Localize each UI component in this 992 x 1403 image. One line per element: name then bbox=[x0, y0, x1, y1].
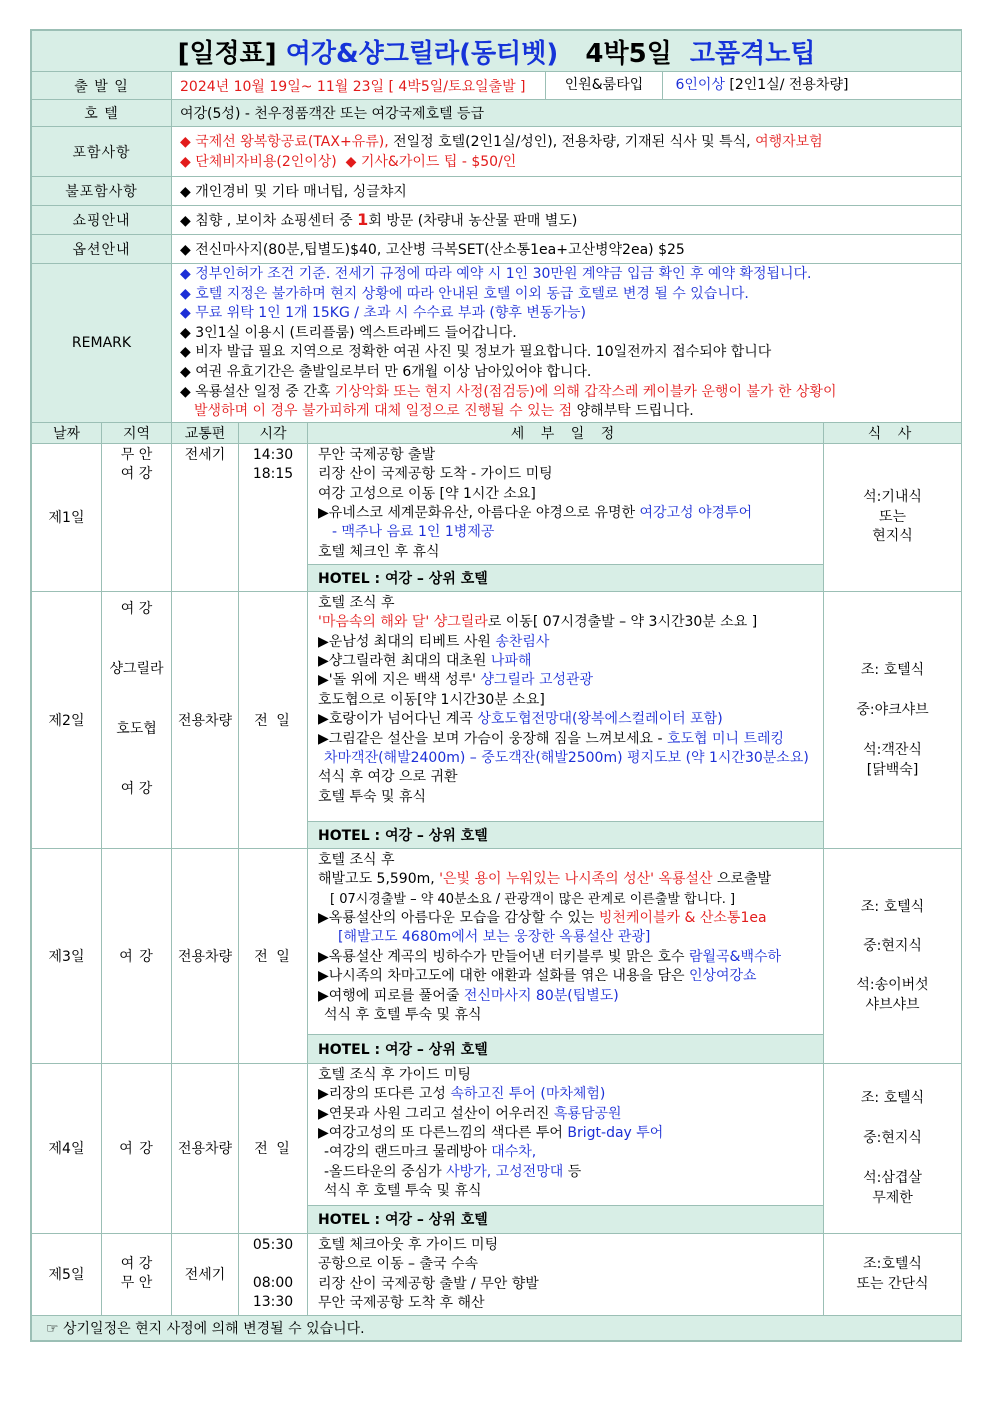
schedule-text: 등 bbox=[567, 1163, 582, 1180]
schedule-line: 무안 국제공항 출발 bbox=[318, 446, 436, 463]
day1-region bbox=[102, 443, 172, 591]
time-item: 13:30 bbox=[252, 1294, 294, 1311]
schedule-highlight: Brigt-day 투어 bbox=[567, 1124, 664, 1141]
day1-time bbox=[239, 443, 308, 591]
day5-label: 제5일 bbox=[32, 1233, 102, 1315]
schedule-line: 호텔 조식 후 bbox=[318, 594, 395, 611]
day4-label: 제4일 bbox=[32, 1063, 102, 1233]
meal-item: 석:객잔식 bbox=[863, 741, 922, 758]
schedule-highlight: 흑룡담공원 bbox=[553, 1105, 622, 1122]
include-hotel: 전일정 호텔(2인1실/성인), 전용차량, 기재된 식사 및 특식, bbox=[393, 133, 751, 150]
schedule-text: ▶그림같은 설산을 보며 가슴이 웅장해 짐을 느껴보세요 - bbox=[318, 730, 663, 747]
room-type-label: 인원&룸타입 bbox=[546, 72, 663, 99]
day1-label: 제1일 bbox=[32, 443, 102, 591]
schedule-highlight: 대수차, bbox=[491, 1144, 537, 1161]
schedule-line: 호텔 체크아웃 후 가이드 미팅 bbox=[318, 1236, 499, 1253]
remark-weather-red2: 발생하며 이 경우 불가피하게 대체 일정으로 진행될 수 있는 점 bbox=[194, 403, 573, 420]
page-title bbox=[32, 31, 962, 72]
day4-region: 여 강 bbox=[102, 1063, 172, 1233]
remark-line: ◆ 정부인허가 조건 기준. 전세기 규정에 따라 예약 시 1인 30만원 계약금 입금 확인 후 예약 확정됩니다. bbox=[180, 266, 812, 282]
meal-item: 또는 간단식 bbox=[856, 1276, 929, 1293]
shopping-text-b: 회 방문 (차량내 농산물 판매 별도) bbox=[368, 213, 578, 229]
departure-label: 출 발 일 bbox=[32, 72, 172, 100]
schedule-highlight: 속하고진 투어 (마차체험) bbox=[450, 1086, 606, 1103]
itinerary-sheet bbox=[30, 29, 962, 1342]
title-grade: 고품격노팁 bbox=[689, 38, 816, 69]
schedule-line: 차마객잔(해발2400m) – 중도객잔(해발2500m) 평지도보 (약 1시간30분소요) bbox=[324, 750, 809, 766]
schedule-highlight: 전신마사지 80분(팁별도) bbox=[463, 987, 619, 1004]
schedule-highlight: 인상여강쇼 bbox=[688, 968, 757, 985]
schedule-text: ▶옥룡설산 계곡의 빙하수가 만들어낸 터키블루 빛 맑은 호수 bbox=[318, 948, 685, 965]
schedule-line bbox=[318, 504, 823, 523]
include-tip: ◆ 기사&가이드 팁 - $50/인 bbox=[345, 153, 517, 170]
schedule-line: 석식 후 호텔 투숙 및 휴식 bbox=[324, 1183, 482, 1200]
schedule-line bbox=[318, 1124, 823, 1143]
header-region: 지역 bbox=[102, 422, 172, 443]
schedule-line bbox=[318, 1085, 823, 1104]
time-item: 14:30 bbox=[252, 446, 294, 463]
region-item: 여 강 bbox=[120, 780, 153, 797]
schedule-line: 석식 후 여강 으로 귀환 bbox=[318, 769, 458, 786]
region-item: 여 강 bbox=[120, 1255, 153, 1272]
remark-body bbox=[172, 264, 962, 423]
option-value: ◆ 전신마사지(80분,팁별도)$40, 고산병 극복SET(산소통1ea+고산병약2ea) $25 bbox=[172, 235, 962, 264]
room-type-cell bbox=[546, 72, 962, 100]
schedule-text: ▶호랑이가 넘어다닌 계곡 bbox=[318, 711, 473, 728]
schedule-text: ▶여강고성의 또 다른느낌의 색다른 투어 bbox=[318, 1124, 563, 1141]
region-item: 무 안 bbox=[120, 1275, 153, 1292]
schedule-highlight: 빙천케이블카 & 산소통1ea bbox=[598, 909, 767, 926]
remark-line: ◆ 호텔 지정은 불가하며 현지 상황에 따라 안내된 호텔 이외 동급 호텔로 변경 될 수 있습니다. bbox=[180, 285, 749, 302]
day5-meal bbox=[824, 1233, 962, 1315]
schedule-text: ▶리장의 또다른 고성 bbox=[318, 1086, 446, 1103]
day4-schedule bbox=[308, 1063, 824, 1205]
include-label: 포함사항 bbox=[32, 127, 172, 177]
schedule-text: ▶운남성 최대의 티베트 사원 bbox=[318, 633, 491, 650]
remark-line: ◆ 여권 유효기간은 출발일로부터 만 6개월 이상 남아있어야 합니다. bbox=[180, 363, 592, 380]
schedule-text: ▶나시족의 차마고도에 대한 애환과 설화를 엮은 내용을 담은 bbox=[318, 968, 685, 985]
meal-item: 현지식 bbox=[872, 527, 913, 544]
schedule-highlight: '은빛 용이 누워있는 나시족의 성산' 옥룡설산 bbox=[439, 871, 713, 888]
schedule-line: 공항으로 이동 – 출국 수속 bbox=[318, 1256, 479, 1273]
meal-item: 석:기내식 bbox=[863, 489, 922, 506]
remark-line: ◆ 비자 발급 필요 지역으로 정확한 여권 사진 및 정보가 필요합니다. 10일전까지 접수되야 합니다 bbox=[180, 344, 772, 361]
exclude-value: ◆ 개인경비 및 기타 매너팁, 싱글챠지 bbox=[172, 177, 962, 206]
schedule-text: ▶연못과 사원 그리고 설산이 어우러진 bbox=[318, 1105, 550, 1122]
schedule-line: 호텔 체크인 후 휴식 bbox=[318, 543, 440, 560]
remark-label: REMARK bbox=[32, 264, 172, 423]
day5-transport: 전세기 bbox=[172, 1233, 239, 1315]
day4-hotel: HOTEL : 여강 – 상위 호텔 bbox=[308, 1205, 824, 1233]
remark-line-weather-cont bbox=[180, 402, 961, 422]
schedule-line: 호텔 조식 후 bbox=[318, 851, 395, 868]
schedule-line bbox=[318, 1105, 823, 1124]
schedule-line bbox=[318, 1163, 823, 1182]
schedule-line bbox=[318, 710, 823, 729]
region-item: 여 강 bbox=[120, 600, 153, 617]
room-detail: [2인1실/ 전용차량] bbox=[729, 77, 849, 93]
schedule-line: [해발고도 4680m에서 보는 웅장한 옥룡설산 관광] bbox=[338, 929, 651, 946]
schedule-text: ▶여행에 피로를 풀어줄 bbox=[318, 987, 460, 1004]
meal-item: 조:호텔식 bbox=[863, 1256, 922, 1273]
day3-time: 전 일 bbox=[239, 848, 308, 1063]
meal-item: 중:현지식 bbox=[863, 1130, 922, 1147]
header-date: 날짜 bbox=[32, 422, 102, 443]
schedule-text: 로 이동[ 07시경출발 – 약 3시간30분 소요 ] bbox=[487, 614, 758, 631]
schedule-line bbox=[318, 909, 823, 928]
include-visa: ◆ 단체비자비용(2인이상) bbox=[180, 153, 337, 170]
meal-item: 샤브샤브 bbox=[865, 996, 920, 1013]
schedule-line bbox=[318, 987, 823, 1006]
itinerary-table bbox=[31, 30, 962, 1341]
day2-transport: 전용차량 bbox=[172, 591, 239, 848]
schedule-text: ▶샹그릴라현 최대의 대초원 bbox=[318, 652, 487, 669]
min-people: 6인이상 bbox=[675, 77, 725, 93]
schedule-line bbox=[318, 613, 823, 632]
include-airfare: ◆ 국제선 왕복항공료(TAX+유류), bbox=[180, 133, 389, 150]
hotel-label: 호 텔 bbox=[32, 100, 172, 127]
remark-line: ◆ 3인1실 이용시 (트리플룸) 엑스트라베드 들어갑니다. bbox=[180, 324, 517, 341]
schedule-line: 호텔 투숙 및 휴식 bbox=[318, 788, 427, 805]
schedule-line: - 맥주나 음료 1인 1병제공 bbox=[332, 524, 495, 541]
title-product: 여강&샹그릴라(동티벳) bbox=[285, 38, 559, 69]
schedule-highlight: 샹그릴라 고성관광 bbox=[480, 672, 594, 689]
day3-hotel: HOTEL : 여강 – 상위 호텔 bbox=[308, 1034, 824, 1063]
schedule-highlight: 여강고성 야경투어 bbox=[639, 504, 753, 521]
day2-hotel: HOTEL : 여강 – 상위 호텔 bbox=[308, 821, 824, 848]
header-transport: 교통편 bbox=[172, 422, 239, 443]
schedule-line bbox=[318, 652, 823, 671]
schedule-text: -여강의 랜드마크 물레방아 bbox=[324, 1144, 487, 1161]
schedule-text: -올드타운의 중심가 bbox=[324, 1163, 442, 1180]
time-item: 18:15 bbox=[252, 466, 294, 483]
schedule-line: [ 07시경출발 – 약 40분소요 / 관광객이 많은 관계로 이른출발 합니다. ] bbox=[330, 891, 736, 907]
hotel-value: 여강(5성) - 천우정품객잔 또는 여강국제호텔 등급 bbox=[172, 100, 962, 127]
schedule-highlight: 사방가, 고성전망대 bbox=[446, 1163, 564, 1180]
schedule-line: 무안 국제공항 도착 후 해산 bbox=[318, 1294, 485, 1311]
schedule-line: 호텔 조식 후 가이드 미팅 bbox=[318, 1066, 472, 1083]
schedule-highlight: 호도협 미니 트레킹 bbox=[666, 730, 785, 747]
schedule-line bbox=[318, 730, 823, 749]
schedule-line: 호도협으로 이동[약 1시간30분 소요] bbox=[318, 691, 545, 708]
remark-weather-red: 기상악화 또는 현지 사정(점검등)에 의해 갑작스레 케이블카 운행이 불가 한 상황이 bbox=[334, 383, 837, 400]
schedule-highlight: 람월곡&백수하 bbox=[688, 948, 782, 965]
schedule-line: 여강 고성으로 이동 [약 1시간 소요] bbox=[318, 485, 536, 502]
schedule-text: 해발고도 5,590m, bbox=[318, 871, 435, 888]
meal-item: 무제한 bbox=[872, 1190, 913, 1207]
schedule-line bbox=[318, 633, 823, 652]
header-time: 시각 bbox=[239, 422, 308, 443]
day1-transport: 전세기 bbox=[172, 443, 239, 591]
schedule-line bbox=[318, 1143, 823, 1162]
shopping-text-a: ◆ 침향 , 보이차 쇼핑센터 중 bbox=[180, 213, 353, 229]
day2-region bbox=[102, 591, 172, 848]
title-duration: 4박5일 bbox=[585, 38, 672, 69]
schedule-text: ▶옥룡설산의 아름다운 모습을 감상할 수 있는 bbox=[318, 909, 595, 926]
day1-hotel: HOTEL : 여강 – 상위 호텔 bbox=[308, 564, 824, 591]
departure-value: 2024년 10월 19일~ 11월 23일 [ 4박5일/토요일출발 ] bbox=[172, 72, 546, 100]
option-label: 옵션안내 bbox=[32, 235, 172, 264]
remark-weather-a: ◆ 옥룡설산 일정 중 간혹 bbox=[180, 383, 331, 400]
day3-region: 여 강 bbox=[102, 848, 172, 1063]
day2-time: 전 일 bbox=[239, 591, 308, 848]
region-item: 무 안 bbox=[120, 446, 153, 463]
day5-time bbox=[239, 1233, 308, 1315]
region-item: 샹그릴라 bbox=[109, 660, 164, 677]
time-item: 08:00 bbox=[252, 1275, 294, 1292]
day3-label: 제3일 bbox=[32, 848, 102, 1063]
include-value bbox=[172, 127, 962, 177]
schedule-line: 리장 산이 국제공항 출발 / 무안 향발 bbox=[318, 1275, 539, 1292]
schedule-line: 석식 후 호텔 투숙 및 휴식 bbox=[324, 1007, 482, 1023]
schedule-highlight: 나파해 bbox=[490, 652, 532, 669]
region-item: 호도협 bbox=[116, 720, 157, 737]
day4-time: 전 일 bbox=[239, 1063, 308, 1233]
meal-item: 또는 bbox=[879, 508, 907, 525]
day5-region bbox=[102, 1233, 172, 1315]
day4-transport: 전용차량 bbox=[172, 1063, 239, 1233]
day4-meal bbox=[824, 1063, 962, 1233]
day2-label: 제2일 bbox=[32, 591, 102, 848]
footer-note: ☞ 상기일정은 현지 사정에 의해 변경될 수 있습니다. bbox=[32, 1315, 962, 1340]
meal-item: 조: 호텔식 bbox=[860, 898, 925, 915]
schedule-line bbox=[318, 967, 823, 986]
include-insurance: 여행자보험 bbox=[755, 133, 823, 150]
meal-item: 중:야크샤브 bbox=[856, 701, 929, 718]
meal-item: 석:삼겹살 bbox=[863, 1170, 922, 1187]
meal-item: [닭백숙] bbox=[866, 761, 919, 778]
schedule-highlight: '마음속의 해와 달' 샹그릴라 bbox=[318, 614, 488, 631]
meal-item: 석:송이버섯 bbox=[856, 976, 929, 993]
schedule-line bbox=[318, 948, 823, 967]
title-bracket: [일정표] bbox=[177, 38, 277, 69]
shopping-count: 1 bbox=[357, 210, 369, 229]
meal-item: 조: 호텔식 bbox=[860, 1090, 925, 1107]
exclude-label: 불포함사항 bbox=[32, 177, 172, 206]
schedule-text: 으로출발 bbox=[717, 871, 772, 888]
day2-meal bbox=[824, 591, 962, 848]
schedule-line bbox=[318, 671, 823, 690]
schedule-line: 리장 산이 국제공항 도착 - 가이드 미팅 bbox=[318, 466, 553, 483]
remark-line-weather bbox=[180, 383, 961, 403]
remark-weather-b: 양해부탁 드립니다. bbox=[576, 403, 694, 420]
time-item: 05:30 bbox=[252, 1236, 294, 1253]
header-meal: 식 사 bbox=[824, 422, 962, 443]
schedule-highlight: 상호도협전망대(왕복에스컬레이터 포함) bbox=[477, 711, 723, 728]
shopping-value bbox=[172, 206, 962, 235]
schedule-highlight: 송찬림사 bbox=[495, 633, 550, 650]
meal-item: 조: 호텔식 bbox=[860, 661, 925, 678]
day3-schedule bbox=[308, 848, 824, 1034]
schedule-text: ▶유네스코 세계문화유산, 아름다운 야경으로 유명한 bbox=[318, 504, 636, 521]
schedule-line bbox=[318, 870, 823, 889]
day1-schedule bbox=[308, 443, 824, 564]
day1-meal bbox=[824, 443, 962, 591]
day5-schedule bbox=[308, 1233, 824, 1315]
schedule-text: ▶'돌 위에 지은 백색 성루' bbox=[318, 672, 476, 689]
region-item: 여 강 bbox=[120, 466, 153, 483]
day2-schedule bbox=[308, 591, 824, 821]
day3-meal bbox=[824, 848, 962, 1063]
day3-transport: 전용차량 bbox=[172, 848, 239, 1063]
remark-line: ◆ 무료 위탁 1인 1개 15KG / 초과 시 수수료 부과 (향후 변동가능) bbox=[180, 305, 586, 322]
meal-item: 중:현지식 bbox=[863, 937, 922, 954]
shopping-label: 쇼핑안내 bbox=[32, 206, 172, 235]
header-schedule: 세 부 일 정 bbox=[308, 422, 824, 443]
